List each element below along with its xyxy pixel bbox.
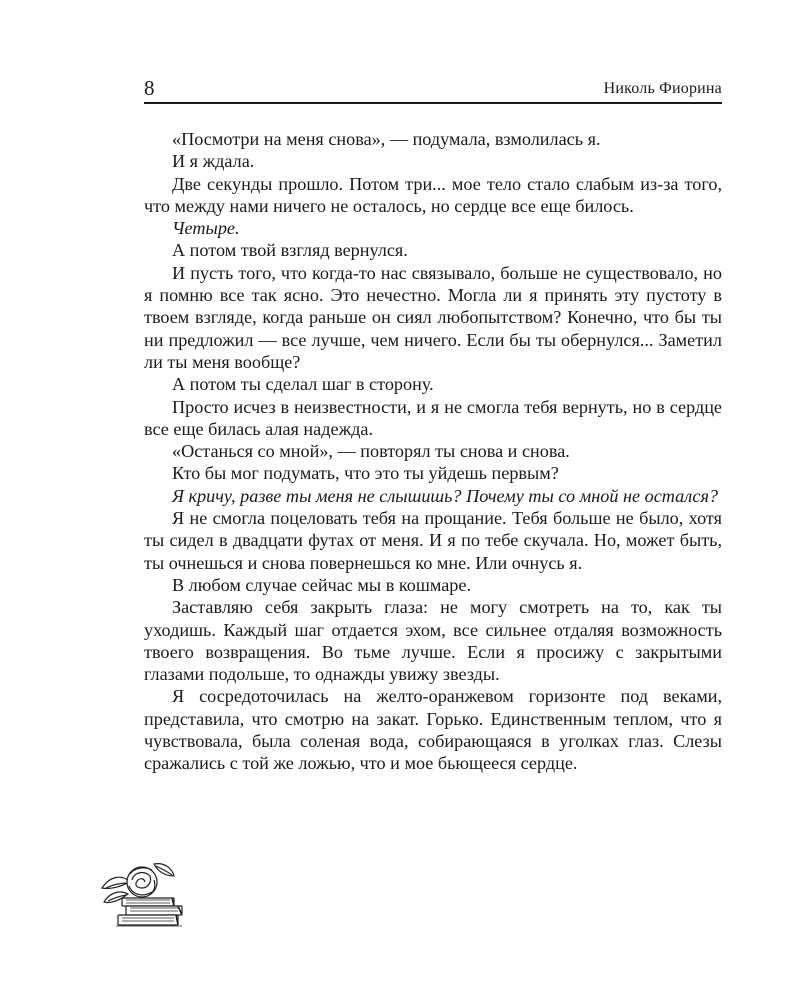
paragraph: Просто исчез в неизвестности, и я не смогла тебя вернуть, но в сердце все еще билась алая надежда. — [144, 396, 722, 439]
paragraph: Четыре. — [172, 218, 240, 239]
paragraph: И пусть того, что когда-то нас связывало, больше не существовало, но я помню все так ясно. Это нечестно. Могла ли я принять эту пустоту в твоем взгляде, когда раньше он сиял любопытством? Конечно, что бы ты ни предложил — все лучше, чем ничего. Если бы ты обернулся... Заметил ли ты меня вообще? — [144, 262, 722, 372]
body-text — [144, 128, 722, 775]
paragraph: Две секунды прошло. Потом три... мое тело стало слабым из-за того, что между нами ничего не осталось, но сердце все еще билось. — [144, 173, 722, 216]
page-number: 8 — [144, 76, 155, 100]
paragraph: «Останься со мной», — повторял ты снова и снова. — [172, 441, 570, 462]
flower-and-books-icon — [96, 858, 188, 932]
paragraph: В любом случае сейчас мы в кошмаре. — [172, 574, 472, 595]
paragraph: Заставляю себя закрыть глаза: не могу смотреть на то, как ты уходишь. Каждый шаг отдается эхом, все сильнее отдаляя возможность твоего возвращения. Во тьме лучше. Если я просижу с закрытыми глазами подольше, то однажды увижу звезды. — [144, 597, 722, 685]
paragraph: А потом твой взгляд вернулся. — [172, 240, 408, 261]
paragraph: А потом ты сделал шаг в сторону. — [172, 374, 434, 395]
paragraph: Я не смогла поцеловать тебя на прощание. Тебя больше не было, хотя ты сидел в двадцати футах от меня. И я по тебе скучала. Но, может быть, ты очнешься и снова повернешься ко мне. Или очнусь я. — [144, 508, 722, 573]
paragraph: Я сосредоточилась на желто-оранжевом горизонте под веками, представила, что смотрю на закат. Горько. Единственным теплом, что я чувствовала, была соленая вода, собирающаяся в уголках глаз. Слезы сражались с той же ложью, что и мое бьющееся сердце. — [144, 686, 722, 774]
running-head-author: Николь Фиорина — [603, 80, 722, 97]
paragraph: Я кричу, разве ты меня не слышишь? Почему ты со мной не остался? — [172, 485, 718, 506]
page-header — [144, 76, 722, 104]
paragraph: Кто бы мог подумать, что это ты уйдешь первым? — [172, 463, 559, 484]
paragraph: «Посмотри на меня снова», — подумала, взмолилась я. — [172, 129, 601, 149]
paragraph: И я ждала. — [172, 151, 255, 172]
